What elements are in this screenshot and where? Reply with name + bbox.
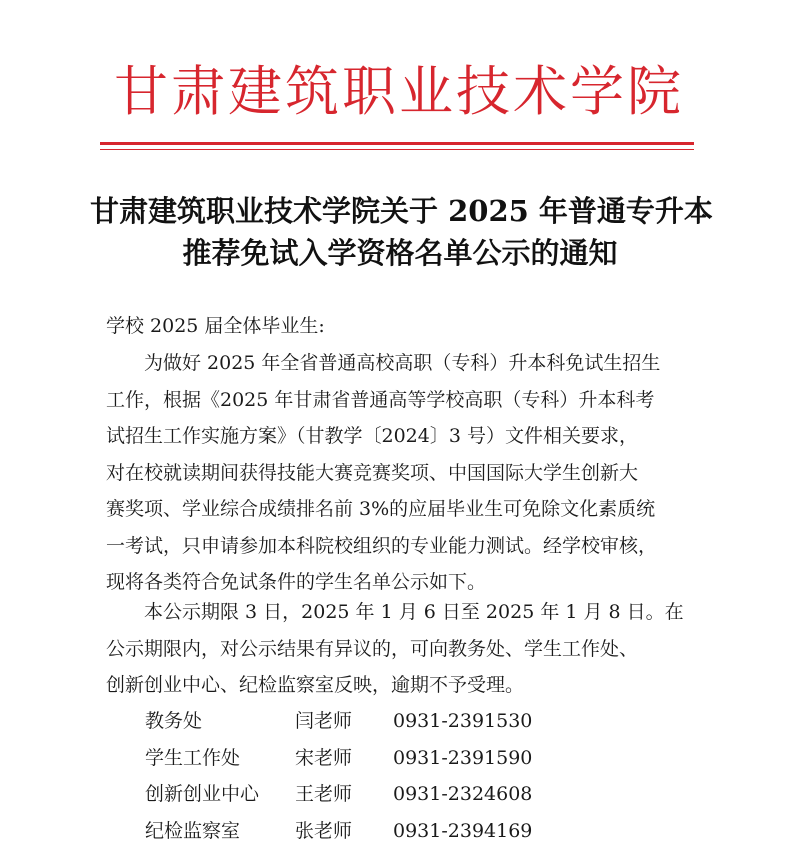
- contact-row: [145, 703, 705, 740]
- paragraph-line: 工作，根据《2025 年甘肃省普通高等学校高职（专科）升本科考: [106, 388, 655, 411]
- contact-person: 张老师: [295, 819, 353, 842]
- letterhead-rule-thick: [100, 142, 694, 145]
- paragraph-line: 创新创业中心、纪检监察室反映，逾期不予受理。: [106, 674, 525, 696]
- paragraph-line: 对在校就读期间获得技能大赛竞赛奖项、中国国际大学生创新大: [106, 461, 639, 484]
- contact-person: 宋老师: [295, 746, 353, 769]
- paragraph-line: 试招生工作实施方案》（甘教学〔2024〕3 号）文件相关要求，: [106, 425, 638, 447]
- notice-title-line-2: 推荐免试入学资格名单公示的通知: [182, 236, 618, 270]
- contact-department: 学生工作处: [145, 746, 241, 769]
- salutation: 学校 2025 届全体毕业生:: [106, 315, 325, 337]
- contact-phone: 0931-2391530: [393, 710, 533, 732]
- contact-phone: 0931-2394169: [393, 819, 533, 842]
- contact-department: 教务处: [145, 710, 203, 732]
- contact-row: [145, 740, 705, 777]
- paragraph-line: 一考试，只申请参加本科院校组织的专业能力测试。经学校审核，: [106, 534, 658, 557]
- contact-person: 闫老师: [295, 710, 353, 732]
- contact-row: [145, 776, 705, 813]
- paragraph-line: 为做好 2025 年全省普通高校高职（专科）升本科免试生招生: [144, 352, 661, 374]
- contact-row: [145, 813, 705, 850]
- contact-person: 王老师: [295, 783, 353, 805]
- contact-phone: 0931-2391590: [393, 746, 533, 769]
- letterhead-title: 甘肃建筑职业技术学院: [114, 60, 684, 123]
- paragraph-1: [106, 345, 716, 601]
- contact-list: [145, 703, 705, 849]
- paragraph-2: [106, 594, 716, 704]
- paragraph-line: 公示期限内，对公示结果有异议的，可向教务处、学生工作处、: [106, 637, 639, 660]
- paragraph-line: 赛奖项、学业综合成绩排名前 3%的应届毕业生可免除文化素质统: [106, 498, 656, 520]
- paragraph-line: 现将各类符合免试条件的学生名单公示如下。: [106, 571, 487, 593]
- notice-title: [90, 190, 713, 274]
- contact-department: 纪检监察室: [145, 819, 241, 842]
- contact-phone: 0931-2324608: [393, 783, 533, 805]
- notice-title-line-1: 甘肃建筑职业技术学院关于 2025 年普通专升本: [90, 194, 713, 228]
- paragraph-line: 本公示期限 3 日，2025 年 1 月 6 日至 2025 年 1 月 8 日。在: [144, 601, 684, 623]
- letterhead-rule-thin: [100, 149, 694, 150]
- contact-department: 创新创业中心: [145, 783, 260, 805]
